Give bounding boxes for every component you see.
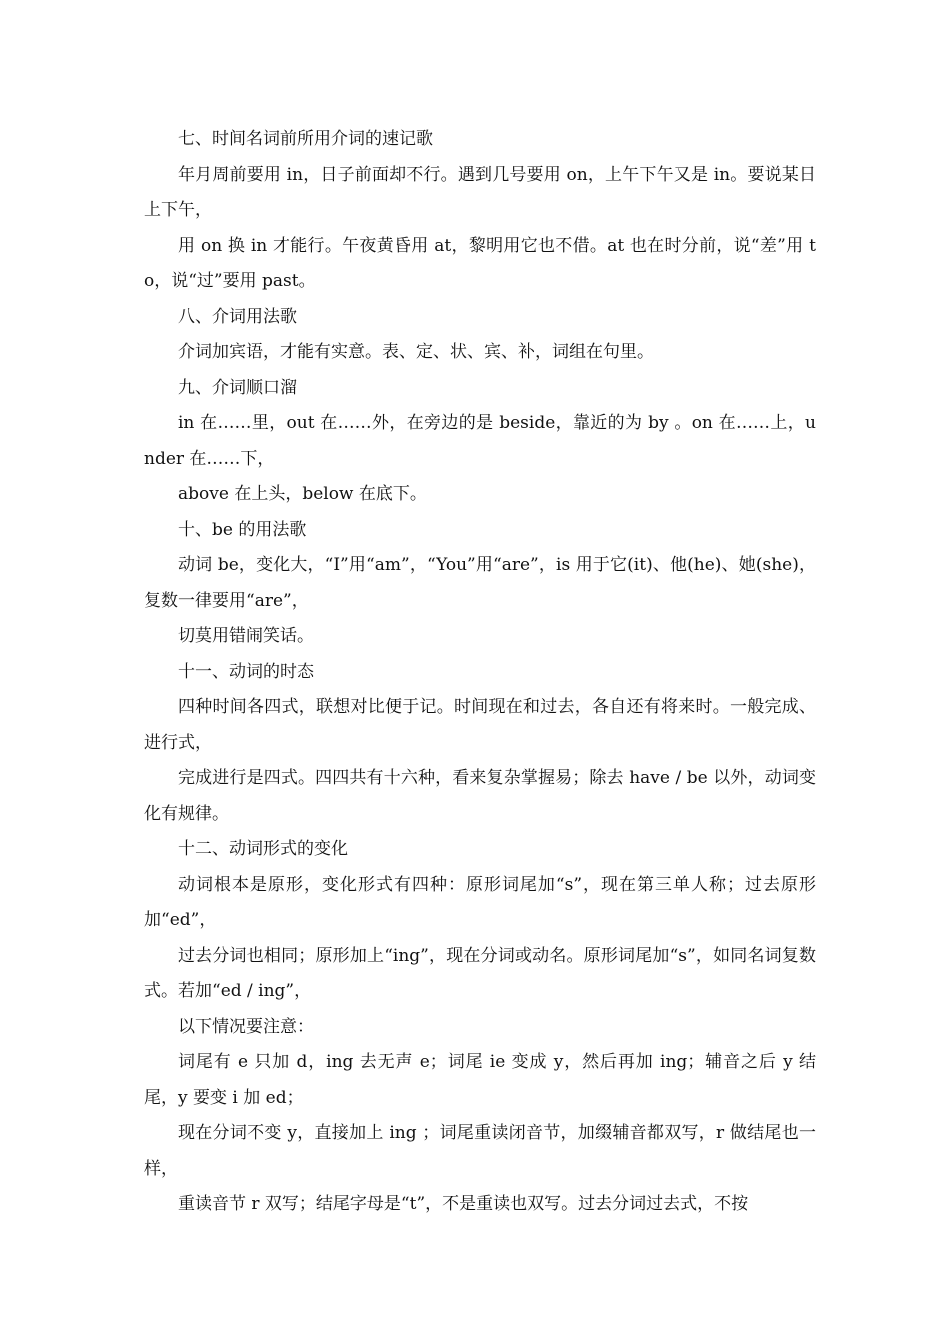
paragraph: above 在上头，below 在底下。	[178, 484, 427, 504]
paragraph: 以下情况要注意：	[178, 1016, 314, 1037]
paragraph: 四种时间各四式，联想对比便于记。时间现在和过去，各自还有将来时。一般完成、进行式，	[144, 697, 816, 753]
document-body	[144, 122, 816, 1223]
paragraph: 切莫用错闹笑话。	[178, 626, 314, 646]
paragraph: 年月周前要用 in，日子前面却不行。遇到几号要用 on，上午下午又是 in。要说某日上下午，	[144, 164, 816, 220]
paragraph: 用 on 换 in 才能行。午夜黄昏用 at，黎明用它也不借。at 也在时分前，说“差”用 to，说“过”要用 past。	[144, 235, 816, 291]
section-heading-10: 十、be 的用法歌	[178, 519, 307, 540]
section-heading-12: 十二、动词形式的变化	[178, 839, 348, 859]
paragraph: 词尾有 e 只加 d，ing 去无声 e；词尾 ie 变成 y，然后再加 ing；辅音之后 y 结尾，y 要变 i 加 ed；	[144, 1052, 816, 1108]
section-heading-8: 八、介词用法歌	[178, 306, 297, 327]
section-heading-7: 七、时间名词前所用介词的速记歌	[178, 129, 433, 149]
paragraph: 现在分词不变 y，直接加上 ing ；词尾重读闭音节，加缀辅音都双写，r 做结尾也一样，	[144, 1123, 816, 1179]
paragraph: in 在……里，out 在……外，在旁边的是 beside，靠近的为 by 。on 在……上，under 在……下，	[144, 413, 816, 469]
paragraph: 动词根本是原形，变化形式有四种：原形词尾加“s”，现在第三单人称；过去原形加“ed”，	[144, 874, 816, 930]
paragraph: 完成进行是四式。四四共有十六种，看来复杂掌握易；除去 have / be 以外，动词变化有规律。	[144, 768, 816, 824]
section-heading-11: 十一、动词的时态	[178, 661, 314, 682]
paragraph: 介词加宾语，才能有实意。表、定、状、宾、补，词组在句里。	[178, 342, 654, 362]
paragraph: 动词 be，变化大，“I”用“am”，“You”用“are”，is 用于它(it)、他(he)、她(she)，复数一律要用“are”，	[144, 555, 816, 611]
paragraph: 重读音节 r 双写；结尾字母是“t”，不是重读也双写。过去分词过去式，不按	[178, 1194, 749, 1214]
section-heading-9: 九、介词顺口溜	[178, 377, 297, 398]
paragraph: 过去分词也相同；原形加上“ing”，现在分词或动名。原形词尾加“s”，如同名词复数式。若加“ed / ing”，	[144, 945, 816, 1001]
